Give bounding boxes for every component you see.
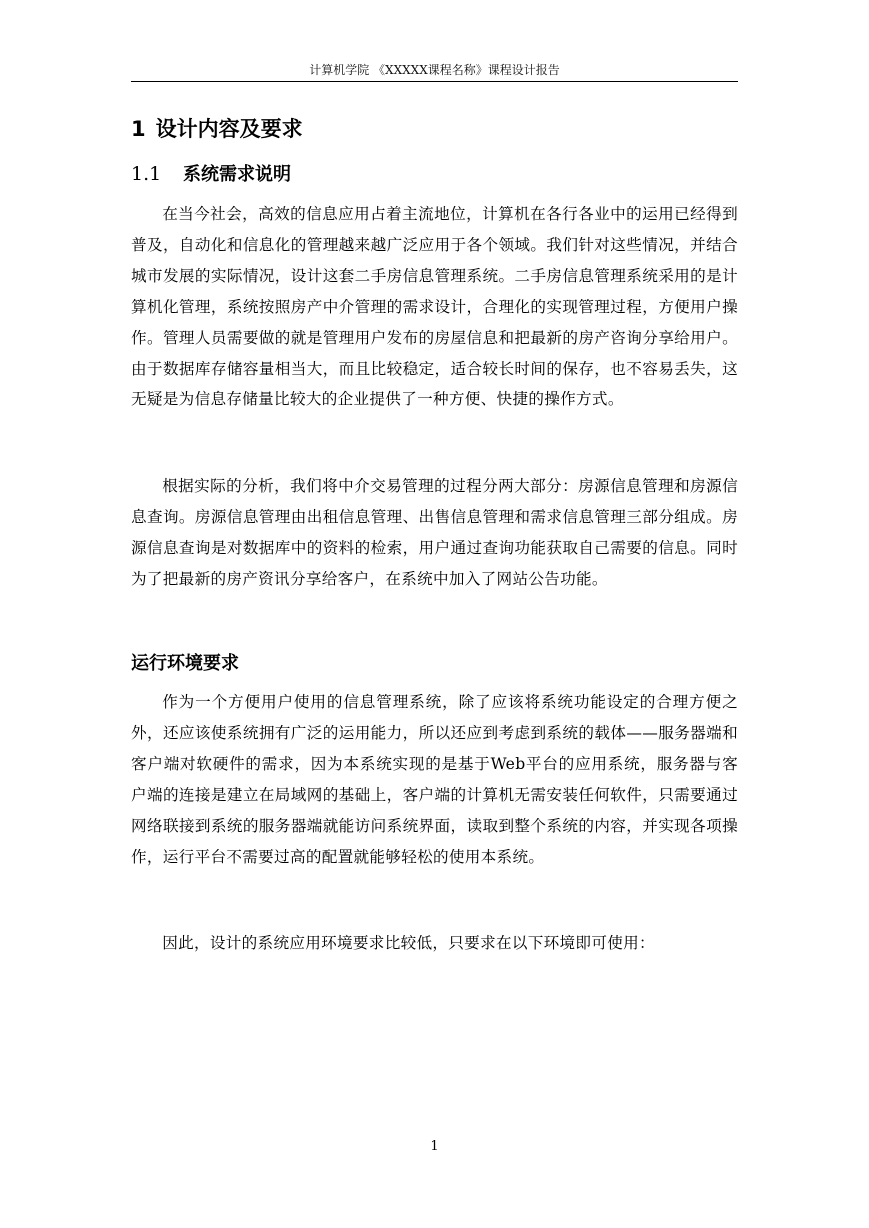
section-number: 1	[131, 117, 146, 141]
page-header: 计算机学院 《XXXXX课程名称》课程设计报告	[309, 63, 560, 77]
paragraph-runtime-conclusion: 因此，设计的系统应用环境要求比较低，只要求在以下环境即可使用：	[162, 934, 655, 952]
paragraph-module-analysis: 根据实际的分析，我们将中介交易管理的过程分两大部分：房源信息管理和房源信息查询。房源信息管理由出租信息管理、出售信息管理和需求信息管理三部分组成。房源信息查询是对数据库中的资料的检索，用户通过查询功能获取自己需要的信息。同时为了把最新的房产资讯分享给客户，在系统中加入了网站公告功能。	[131, 477, 738, 588]
subsection-title: 系统需求说明	[183, 164, 291, 185]
section-heading	[131, 114, 303, 144]
paragraph-runtime-description: 作为一个方便用户使用的信息管理系统，除了应该将系统功能设定的合理方便之外，还应该使系统拥有广泛的运用能力，所以还应到考虑到系统的载体——服务器端和客户端对软硬件的需求，因为本系统实现的是基于Web平台的应用系统，服务器与客户端的连接是建立在局域网的基础上，客户端的计算机无需安装任何软件，只需要通过网络联接到系统的服务器端就能访问系统界面，读取到整个系统的内容，并实现各项操作，运行平台不需要过高的配置就能够轻松的使用本系统。	[131, 693, 738, 866]
subsection-heading	[131, 160, 291, 189]
runtime-heading: 运行环境要求	[131, 653, 239, 674]
header-rule	[131, 81, 738, 82]
paragraph-system-overview: 在当今社会，高效的信息应用占着主流地位，计算机在各行各业中的运用已经得到普及，自动化和信息化的管理越来越广泛应用于各个领域。我们针对这些情况，并结合城市发展的实际情况，设计这套二手房信息管理系统。二手房信息管理系统采用的是计算机化管理，系统按照房产中介管理的需求设计，合理化的实现管理过程，方便用户操作。管理人员需要做的就是管理用户发布的房屋信息和把最新的房产咨询分享给用户。由于数据库存储容量相当大，而且比较稳定，适合较长时间的保存，也不容易丢失，这无疑是为信息存储量比较大的企业提供了一种方便、快捷的操作方式。	[131, 205, 738, 409]
section-title: 设计内容及要求	[155, 117, 303, 141]
subsection-number: 1.1	[131, 163, 162, 185]
page-number: 1	[430, 1139, 439, 1154]
